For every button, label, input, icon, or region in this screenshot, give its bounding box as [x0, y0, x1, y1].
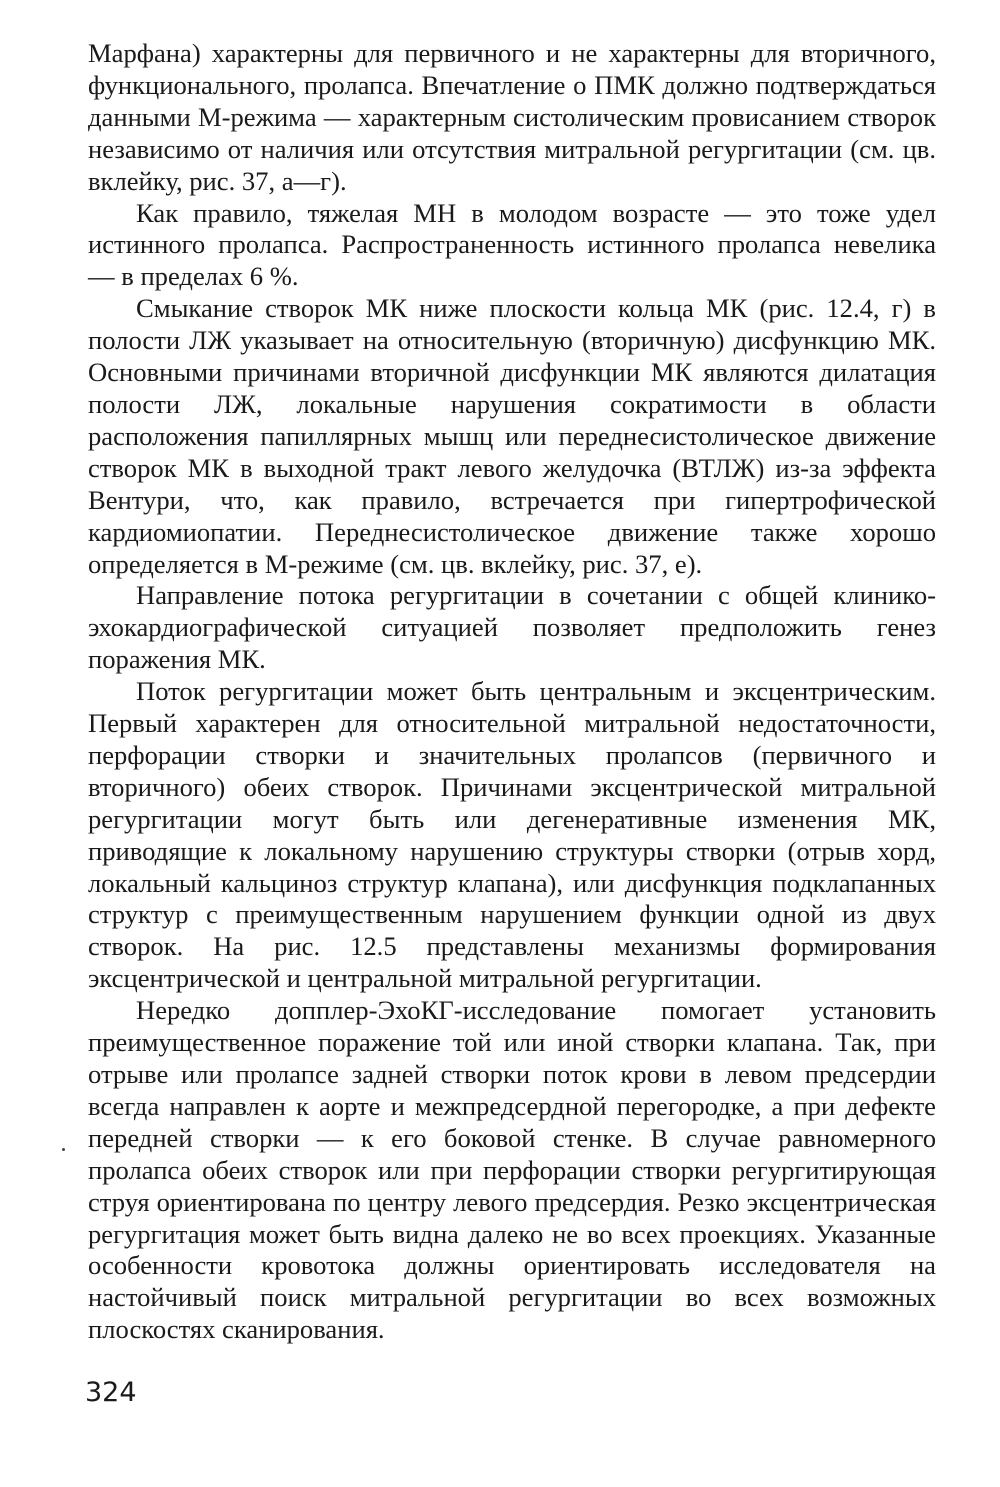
paragraph-flow-direction: Направление потока регургитации в сочетании с общей клинико-эхокардиографической ситуацией позволяет предположить генез поражения МК.: [88, 580, 936, 675]
scan-speck: [62, 1148, 65, 1151]
body-text: [88, 38, 936, 1346]
paragraph-central-eccentric: Поток регургитации может быть центральным и эксцентрическим. Первый характерен для относительной митральной недостаточности, перфорации створки и значительных пролапсов (первичного и вторичного) обеих створок. Причинами эксцентрической митральной регургитации могут быть или дегенеративные изменения МК, приводящие к локальному нарушению структуры створки (отрыв хорд, локальный кальциноз структур клапана), или дисфункция подклапанных структур с преимущественным нарушением функции одной из двух створок. На рис. 12.5 представлены механизмы формирования эксцентрической и центральной митральной регургитации.: [88, 676, 936, 994]
paragraph-doppler: Нередко допплер-ЭхоКГ-исследование помогает установить преимущественное поражение той или иной створки клапана. Так, при отрыве или пролапсе задней створки поток крови в левом предсердии всегда направлен к аорте и межпредсердной перегородке, а при дефекте передней створки — к его боковой стенке. В случае равномерного пролапса обеих створок или при перфорации створки регургитирующая струя ориентирована по центру левого предсердия. Резко эксцентрическая регургитация может быть видна далеко не во всех проекциях. Указанные особенности кровотока должны ориентировать исследователя на настойчивый поиск митральной регургитации во всех возможных плоскостях сканирования.: [88, 995, 936, 1345]
paragraph-continuation: Марфана) характерны для первичного и не характерны для вторичного, функционального, пролапса. Впечатление о ПМК должно подтверждаться данными М-режима — характерным систолическим провисанием створок независимо от наличия или отсутствия митральной регургитации (см. цв. вклейку, рис. 37, а—г).: [88, 38, 936, 196]
paragraph-secondary-dysfunction: Смыкание створок МК ниже плоскости кольца МК (рис. 12.4, г) в полости ЛЖ указывает на относительную (вторичную) дисфункцию МК. Основными причинами вторичной дисфункции МК являются дилатация полости ЛЖ, локальные нарушения сократимости в области расположения папиллярных мышц или переднесистолическое движение створок МК в выходной тракт левого желудочка (ВТЛЖ) из-за эффекта Вентури, что, как правило, встречается при гипертрофической кардиомиопатии. Переднесистолическое движение также хорошо определяется в М-режиме (см. цв. вклейку, рис. 37, е).: [88, 293, 936, 579]
page-number: 324: [85, 1377, 137, 1408]
paragraph-severe-mr: Как правило, тяжелая МН в молодом возрасте — это тоже удел истинного пролапса. Распространенность истинного пролапса невелика — в пределах 6 %.: [88, 197, 936, 292]
